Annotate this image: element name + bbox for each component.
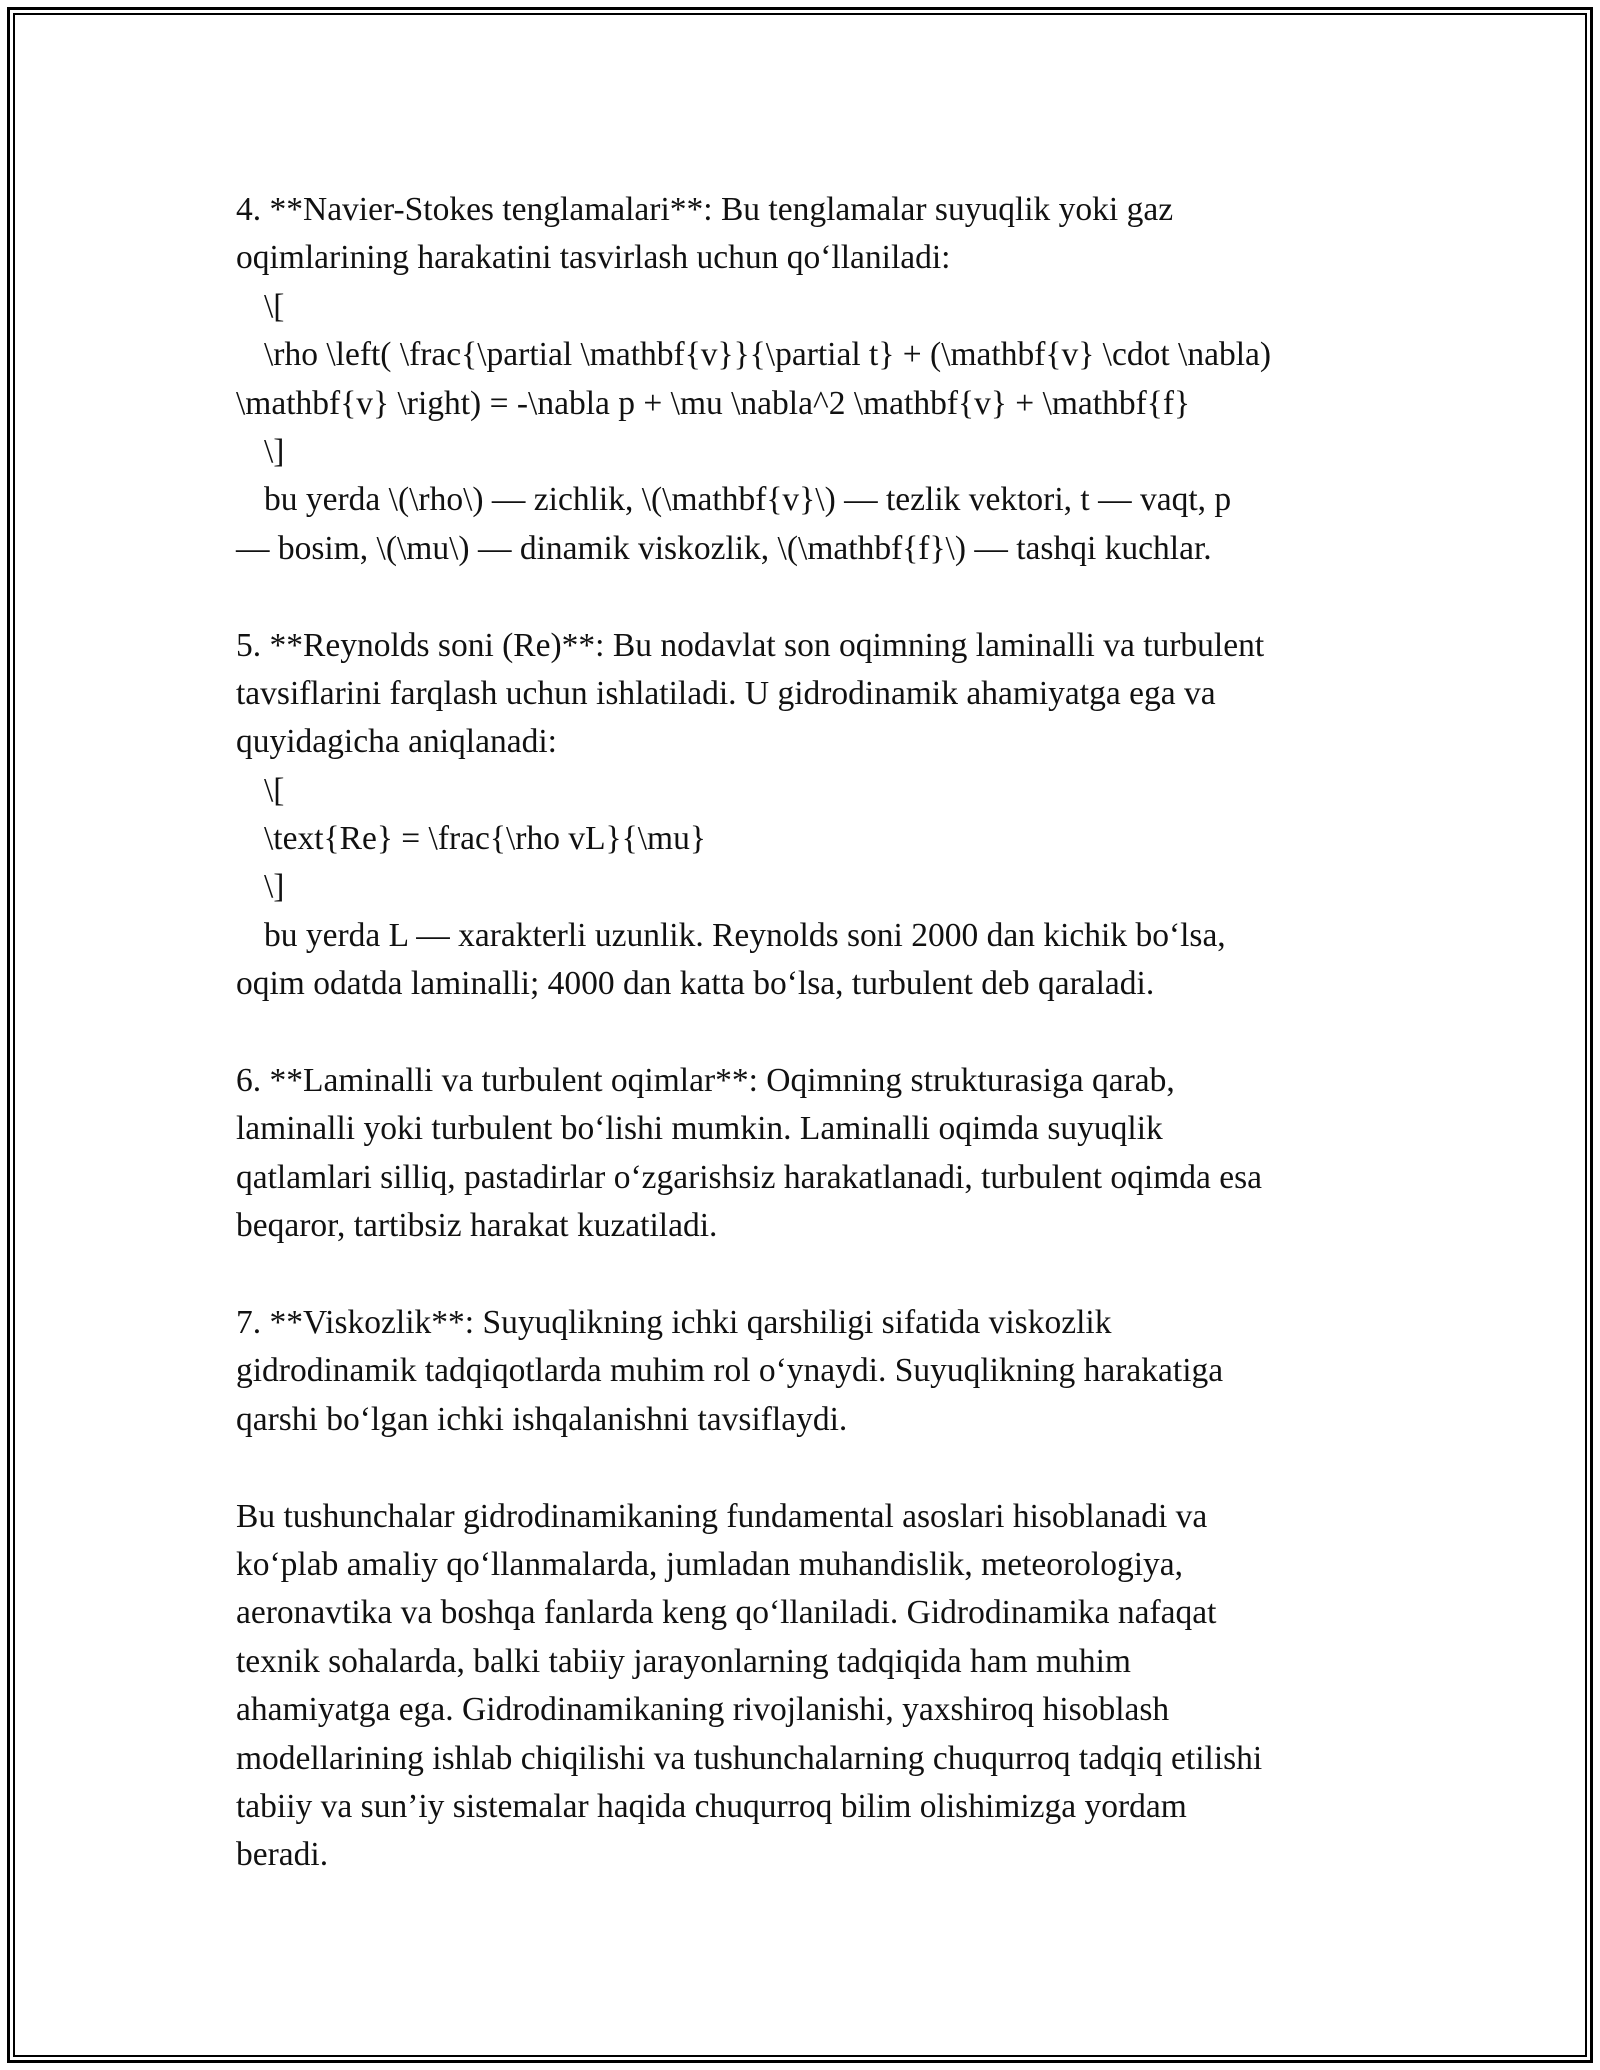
list-item-navier-stokes: [236, 186, 1386, 573]
list-item-reynolds: [236, 622, 1386, 1009]
item-text-line: 5. **Reynolds soni (Re)**: Bu nodavlat son oqimning laminalli va turbulent: [236, 626, 1265, 664]
item-text-line: qatlamlari silliq, pastadirlar o‘zgarishsiz harakatlanadi, turbulent oqimda esa: [236, 1158, 1263, 1196]
item-text-line: beqaror, tartibsiz harakat kuzatiladi.: [236, 1207, 718, 1245]
formula-line: \rho \left( \frac{\partial \mathbf{v}}{\partial t} + (\mathbf{v} \cdot \nabla): [264, 336, 1272, 374]
item-text-line: gidrodinamik tadqiqotlarda muhim rol o‘ynaydi. Suyuqlikning harakatiga: [236, 1352, 1224, 1390]
item-text-line: 7. **Viskozlik**: Suyuqlikning ichki qarshiligi sifatida viskozlik: [236, 1303, 1112, 1341]
formula-open: \[: [264, 771, 285, 809]
explanation-line: bu yerda L — xarakterli uzunlik. Reynolds soni 2000 dan kichik bo‘lsa,: [264, 916, 1226, 954]
formula-line: \mathbf{v} \right) = -\nabla p + \mu \nabla^2 \mathbf{v} + \mathbf{f}: [236, 384, 1191, 422]
item-text-line: tavsiflarini farqlash uchun ishlatiladi. U gidrodinamik ahamiyatga ega va: [236, 674, 1216, 712]
formula-line: \text{Re} = \frac{\rho vL}{\mu}: [264, 820, 706, 858]
conclusion-line: Bu tushunchalar gidrodinamikaning fundamental asoslari hisoblanadi va: [236, 1497, 1208, 1535]
conclusion-line: tabiiy va sun’iy sistemalar haqida chuqurroq bilim olishimizga yordam: [236, 1787, 1187, 1825]
item-text-line: quyidagicha aniqlanadi:: [236, 723, 557, 761]
document-body: [236, 186, 1386, 1880]
explanation-line: — bosim, \(\mu\) — dinamik viskozlik, \(\mathbf{f}\) — tashqi kuchlar.: [236, 529, 1212, 567]
explanation-line: oqim odatda laminalli; 4000 dan katta bo‘lsa, turbulent deb qaraladi.: [236, 965, 1155, 1003]
list-item-viscosity: [236, 1299, 1386, 1444]
conclusion-line: texnik sohalarda, balki tabiiy jarayonlarning tadqiqida ham muhim: [236, 1642, 1131, 1680]
item-text-line: laminalli yoki turbulent bo‘lishi mumkin. Laminalli oqimda suyuqlik: [236, 1110, 1163, 1148]
item-text-line: 4. **Navier-Stokes tenglamalari**: Bu tenglamalar suyuqlik yoki gaz: [236, 191, 1174, 228]
formula-close: \]: [264, 868, 285, 906]
conclusion-line: aeronavtika va boshqa fanlarda keng qo‘llaniladi. Gidrodinamika nafaqat: [236, 1594, 1217, 1632]
formula-close: \]: [264, 432, 285, 470]
conclusion-line: modellarining ishlab chiqilishi va tushunchalarning chuqurroq tadqiq etilishi: [236, 1739, 1263, 1777]
conclusion-line: beradi.: [236, 1836, 329, 1874]
formula-open: \[: [264, 287, 285, 325]
conclusion-paragraph: [236, 1493, 1386, 1880]
item-text-line: oqimlarining harakatini tasvirlash uchun qo‘llaniladi:: [236, 239, 951, 277]
explanation-line: bu yerda \(\rho\) — zichlik, \(\mathbf{v}\) — tezlik vektori, t — vaqt, p: [264, 481, 1232, 519]
list-item-laminar-turbulent: [236, 1057, 1386, 1251]
item-text-line: qarshi bo‘lgan ichki ishqalanishni tavsiflaydi.: [236, 1400, 848, 1438]
conclusion-line: ko‘plab amaliy qo‘llanmalarda, jumladan muhandislik, meteorologiya,: [236, 1545, 1184, 1583]
conclusion-line: ahamiyatga ega. Gidrodinamikaning rivojlanishi, yaxshiroq hisoblash: [236, 1691, 1170, 1729]
item-text-line: 6. **Laminalli va turbulent oqimlar**: Oqimning strukturasiga qarab,: [236, 1062, 1175, 1100]
